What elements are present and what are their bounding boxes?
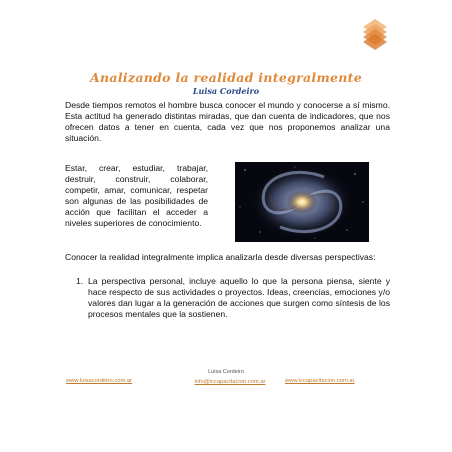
list-item-text: La perspectiva personal, incluye aquello lo que la persona piensa, siente y hace respecto de sus actividades o proyectos. Ideas, creencias, emociones y/o valores dan lugar a la generación de acciones que surgen como síntesis de los procesos mentales que la sostienen.	[88, 276, 390, 319]
footer-email-link[interactable]: info@iccapacitacion.com.ar	[194, 379, 266, 385]
list-item-number: 1.	[76, 276, 84, 286]
galaxy-image	[235, 162, 369, 242]
layered-pyramid-logo-icon	[360, 16, 390, 50]
paragraph-intro: Desde tiempos remotos el hombre busca conocer el mundo y conocerse a sí mismo. Esta actitud ha generado distintas miradas, que dan cuenta de indicadores, que nos ofrecen datos a tener en cuenta, cada vez que nos proponemos analizar una situación.	[65, 100, 390, 143]
document-title: Analizando la realidad integralmente	[90, 70, 362, 85]
footer-name: Luisa Cordeiro	[208, 369, 244, 375]
footer-link-iccapacitacion[interactable]: www.iccapacitacion.com.ar	[285, 378, 355, 384]
paragraph-perspectives: Conocer la realidad integralmente implica analizarla desde diversas perspectivas:	[65, 252, 376, 262]
footer-link-luisacordeiro[interactable]: www.luisacordeiro.com.ar	[66, 378, 133, 384]
paragraph-actions: Estar, crear, estudiar, trabajar, destruir, construir, colaborar, competir, amar, comunicar, respetar son algunas de las posibilidades de acción que facilitan el acceder a niveles superiores de conocimiento.	[65, 163, 208, 228]
document-author: Luisa Cordeiro	[192, 86, 260, 96]
